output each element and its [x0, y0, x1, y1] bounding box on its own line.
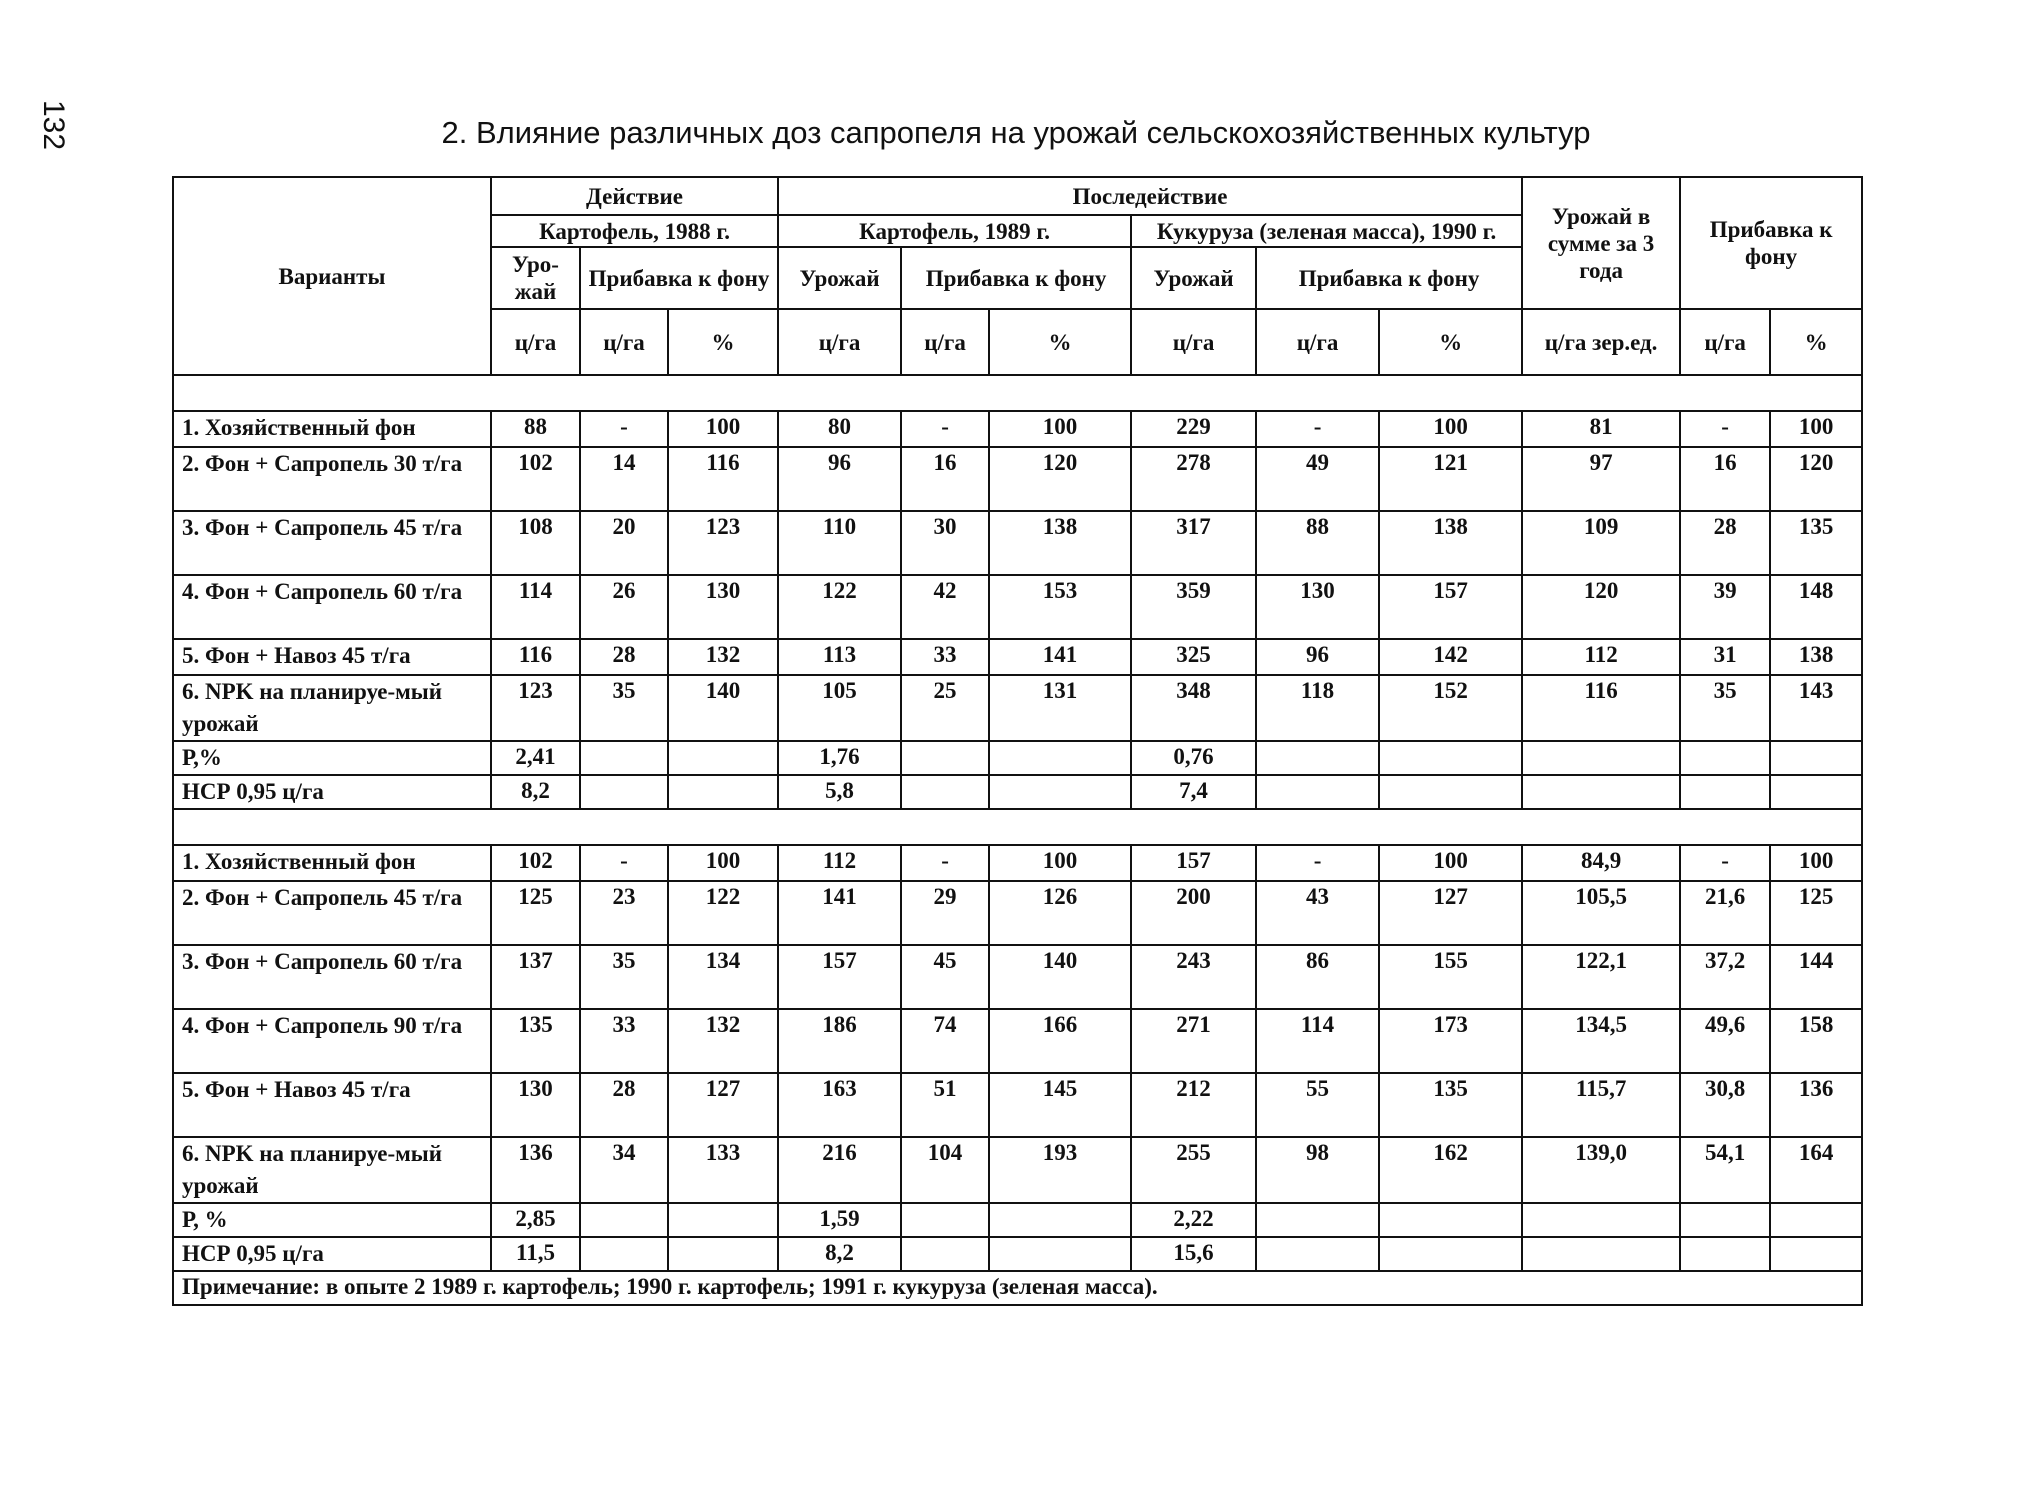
value-cell: 135 — [1770, 511, 1862, 575]
value-cell — [1256, 775, 1379, 809]
value-cell: 145 — [989, 1073, 1131, 1137]
value-cell — [1680, 775, 1770, 809]
value-cell: 20 — [580, 511, 668, 575]
yield-table — [172, 176, 1863, 1306]
value-cell: 2,22 — [1131, 1203, 1256, 1237]
value-cell: 33 — [901, 639, 989, 675]
value-cell — [1522, 775, 1680, 809]
table-row — [173, 1203, 1862, 1237]
value-cell: 7,4 — [1131, 775, 1256, 809]
table-row — [173, 945, 1862, 1009]
page-number: 132 — [37, 100, 70, 151]
value-cell: 216 — [778, 1137, 901, 1203]
value-cell: 2,85 — [491, 1203, 580, 1237]
header-yield-1988: Уро-жай — [491, 247, 580, 309]
value-cell — [989, 775, 1131, 809]
section-spacer — [173, 809, 1862, 845]
value-cell: 34 — [580, 1137, 668, 1203]
value-cell: 164 — [1770, 1137, 1862, 1203]
header-increase-total: Прибавка к фону — [1680, 177, 1862, 309]
row-label: 6. NPK на планируе-мый урожай — [173, 675, 491, 741]
value-cell: - — [1256, 845, 1379, 881]
value-cell: 123 — [668, 511, 778, 575]
value-cell: 144 — [1770, 945, 1862, 1009]
value-cell — [1770, 1237, 1862, 1271]
table-row — [173, 741, 1862, 775]
value-cell: 278 — [1131, 447, 1256, 511]
value-cell: 163 — [778, 1073, 901, 1137]
unit-cell: ц/га — [1680, 309, 1770, 375]
value-cell: 229 — [1131, 411, 1256, 447]
section-spacer — [173, 375, 1862, 411]
value-cell — [1680, 741, 1770, 775]
value-cell: 135 — [491, 1009, 580, 1073]
value-cell — [1379, 1237, 1522, 1271]
value-cell: 100 — [989, 411, 1131, 447]
unit-cell: % — [1379, 309, 1522, 375]
value-cell: 28 — [580, 639, 668, 675]
value-cell: 136 — [491, 1137, 580, 1203]
value-cell: 97 — [1522, 447, 1680, 511]
value-cell: 152 — [1379, 675, 1522, 741]
value-cell: 122,1 — [1522, 945, 1680, 1009]
value-cell: 127 — [1379, 881, 1522, 945]
header-potato-1989: Картофель, 1989 г. — [778, 215, 1131, 247]
value-cell: 80 — [778, 411, 901, 447]
value-cell: 114 — [1256, 1009, 1379, 1073]
value-cell: 139,0 — [1522, 1137, 1680, 1203]
value-cell: 108 — [491, 511, 580, 575]
value-cell — [1770, 775, 1862, 809]
value-cell: 162 — [1379, 1137, 1522, 1203]
row-label: НСР 0,95 ц/га — [173, 775, 491, 809]
table-row — [173, 639, 1862, 675]
value-cell: 100 — [668, 845, 778, 881]
value-cell — [668, 775, 778, 809]
value-cell: 51 — [901, 1073, 989, 1137]
table-row — [173, 1237, 1862, 1271]
header-yield-sum: Урожай в сумме за 3 года — [1522, 177, 1680, 309]
value-cell — [668, 741, 778, 775]
value-cell — [989, 1203, 1131, 1237]
value-cell: 96 — [778, 447, 901, 511]
value-cell: 15,6 — [1131, 1237, 1256, 1271]
value-cell: 104 — [901, 1137, 989, 1203]
value-cell: 74 — [901, 1009, 989, 1073]
value-cell: 137 — [491, 945, 580, 1009]
value-cell: 255 — [1131, 1137, 1256, 1203]
value-cell: 8,2 — [778, 1237, 901, 1271]
value-cell: 84,9 — [1522, 845, 1680, 881]
value-cell: 100 — [1770, 411, 1862, 447]
value-cell — [580, 741, 668, 775]
value-cell: 130 — [1256, 575, 1379, 639]
value-cell: - — [901, 411, 989, 447]
value-cell: 212 — [1131, 1073, 1256, 1137]
value-cell: - — [1680, 845, 1770, 881]
value-cell: 140 — [989, 945, 1131, 1009]
value-cell: 186 — [778, 1009, 901, 1073]
value-cell: 45 — [901, 945, 989, 1009]
table-row — [173, 845, 1862, 881]
value-cell: 28 — [1680, 511, 1770, 575]
value-cell: 317 — [1131, 511, 1256, 575]
header-yield-1990: Урожай — [1131, 247, 1256, 309]
value-cell — [580, 1203, 668, 1237]
value-cell: 100 — [668, 411, 778, 447]
table-row — [173, 511, 1862, 575]
row-label: НСР 0,95 ц/га — [173, 1237, 491, 1271]
header-corn-1990: Кукуруза (зеленая масса), 1990 г. — [1131, 215, 1522, 247]
value-cell: 157 — [1379, 575, 1522, 639]
value-cell: 140 — [668, 675, 778, 741]
value-cell: 100 — [1379, 411, 1522, 447]
row-label: 1. Хозяйственный фон — [173, 411, 491, 447]
value-cell: 28 — [580, 1073, 668, 1137]
value-cell — [1379, 741, 1522, 775]
value-cell — [1522, 741, 1680, 775]
value-cell: - — [1256, 411, 1379, 447]
value-cell: 138 — [989, 511, 1131, 575]
value-cell — [901, 775, 989, 809]
value-cell — [1680, 1237, 1770, 1271]
value-cell — [668, 1237, 778, 1271]
value-cell: 155 — [1379, 945, 1522, 1009]
table-row — [173, 675, 1862, 741]
header-action: Действие — [491, 177, 778, 215]
value-cell: 127 — [668, 1073, 778, 1137]
value-cell: 157 — [778, 945, 901, 1009]
unit-cell: % — [989, 309, 1131, 375]
value-cell: - — [580, 845, 668, 881]
value-cell: 135 — [1379, 1073, 1522, 1137]
value-cell: 100 — [1770, 845, 1862, 881]
value-cell: 11,5 — [491, 1237, 580, 1271]
value-cell: 109 — [1522, 511, 1680, 575]
value-cell: 118 — [1256, 675, 1379, 741]
header-variants: Варианты — [173, 177, 491, 375]
row-label: 4. Фон + Сапропель 60 т/га — [173, 575, 491, 639]
value-cell: 110 — [778, 511, 901, 575]
row-label: 5. Фон + Навоз 45 т/га — [173, 1073, 491, 1137]
header-increase-1989: Прибавка к фону — [901, 247, 1131, 309]
value-cell: 29 — [901, 881, 989, 945]
row-label: 1. Хозяйственный фон — [173, 845, 491, 881]
value-cell: 131 — [989, 675, 1131, 741]
value-cell: 153 — [989, 575, 1131, 639]
value-cell: 116 — [668, 447, 778, 511]
unit-cell: % — [1770, 309, 1862, 375]
value-cell: 25 — [901, 675, 989, 741]
value-cell: - — [1680, 411, 1770, 447]
value-cell — [1770, 741, 1862, 775]
value-cell: 138 — [1379, 511, 1522, 575]
value-cell: 120 — [1770, 447, 1862, 511]
value-cell: 116 — [1522, 675, 1680, 741]
unit-cell: % — [668, 309, 778, 375]
value-cell: 8,2 — [491, 775, 580, 809]
value-cell: 49,6 — [1680, 1009, 1770, 1073]
value-cell: 136 — [1770, 1073, 1862, 1137]
row-label: Р, % — [173, 1203, 491, 1237]
value-cell: 2,41 — [491, 741, 580, 775]
header-increase-1988: Прибавка к фону — [580, 247, 778, 309]
value-cell: 16 — [901, 447, 989, 511]
value-cell: 130 — [668, 575, 778, 639]
value-cell — [1256, 1203, 1379, 1237]
value-cell: 100 — [1379, 845, 1522, 881]
value-cell: 30,8 — [1680, 1073, 1770, 1137]
value-cell — [1256, 1237, 1379, 1271]
value-cell — [1522, 1237, 1680, 1271]
table-row — [173, 1137, 1862, 1203]
value-cell: 0,76 — [1131, 741, 1256, 775]
value-cell: 5,8 — [778, 775, 901, 809]
value-cell — [1680, 1203, 1770, 1237]
table-row — [173, 1009, 1862, 1073]
table-row — [173, 881, 1862, 945]
value-cell: 122 — [668, 881, 778, 945]
value-cell: 133 — [668, 1137, 778, 1203]
row-label: 2. Фон + Сапропель 30 т/га — [173, 447, 491, 511]
value-cell: 143 — [1770, 675, 1862, 741]
table-note: Примечание: в опыте 2 1989 г. картофель; 1990 г. картофель; 1991 г. кукуруза (зеленая масса). — [173, 1271, 1862, 1305]
value-cell: 49 — [1256, 447, 1379, 511]
unit-cell: ц/га — [778, 309, 901, 375]
value-cell — [1522, 1203, 1680, 1237]
value-cell: 43 — [1256, 881, 1379, 945]
row-label: 3. Фон + Сапропель 60 т/га — [173, 945, 491, 1009]
value-cell: 141 — [778, 881, 901, 945]
value-cell: 102 — [491, 447, 580, 511]
table-row — [173, 447, 1862, 511]
value-cell: 166 — [989, 1009, 1131, 1073]
row-label: 5. Фон + Навоз 45 т/га — [173, 639, 491, 675]
value-cell: 105 — [778, 675, 901, 741]
value-cell: 1,59 — [778, 1203, 901, 1237]
value-cell: 142 — [1379, 639, 1522, 675]
value-cell: 112 — [778, 845, 901, 881]
value-cell: 125 — [1770, 881, 1862, 945]
value-cell: 173 — [1379, 1009, 1522, 1073]
page-title: 2. Влияние различных доз сапропеля на урожай сельскохозяйственных культур — [441, 115, 1591, 150]
value-cell: - — [580, 411, 668, 447]
value-cell: 23 — [580, 881, 668, 945]
value-cell — [1379, 1203, 1522, 1237]
value-cell: 148 — [1770, 575, 1862, 639]
value-cell: 39 — [1680, 575, 1770, 639]
value-cell — [901, 1203, 989, 1237]
value-cell: 33 — [580, 1009, 668, 1073]
row-label: 3. Фон + Сапропель 45 т/га — [173, 511, 491, 575]
value-cell: 112 — [1522, 639, 1680, 675]
value-cell: 134,5 — [1522, 1009, 1680, 1073]
unit-cell: ц/га — [1256, 309, 1379, 375]
value-cell: 132 — [668, 639, 778, 675]
unit-cell: ц/га — [491, 309, 580, 375]
value-cell: 158 — [1770, 1009, 1862, 1073]
value-cell: 55 — [1256, 1073, 1379, 1137]
table-row — [173, 575, 1862, 639]
value-cell: 88 — [491, 411, 580, 447]
value-cell — [1770, 1203, 1862, 1237]
value-cell: 271 — [1131, 1009, 1256, 1073]
header-increase-1990: Прибавка к фону — [1256, 247, 1522, 309]
value-cell: 325 — [1131, 639, 1256, 675]
value-cell: 35 — [580, 675, 668, 741]
value-cell — [989, 741, 1131, 775]
value-cell — [668, 1203, 778, 1237]
value-cell: 98 — [1256, 1137, 1379, 1203]
value-cell: 31 — [1680, 639, 1770, 675]
value-cell: 359 — [1131, 575, 1256, 639]
unit-cell: ц/га зер.ед. — [1522, 309, 1680, 375]
value-cell: 113 — [778, 639, 901, 675]
value-cell: 86 — [1256, 945, 1379, 1009]
value-cell: 30 — [901, 511, 989, 575]
value-cell: 35 — [1680, 675, 1770, 741]
value-cell: 121 — [1379, 447, 1522, 511]
value-cell — [580, 1237, 668, 1271]
value-cell: 125 — [491, 881, 580, 945]
value-cell: 348 — [1131, 675, 1256, 741]
value-cell — [901, 741, 989, 775]
value-cell: 134 — [668, 945, 778, 1009]
value-cell: 100 — [989, 845, 1131, 881]
value-cell: 26 — [580, 575, 668, 639]
value-cell — [989, 1237, 1131, 1271]
value-cell: 123 — [491, 675, 580, 741]
value-cell — [580, 775, 668, 809]
row-label: Р,% — [173, 741, 491, 775]
value-cell: 88 — [1256, 511, 1379, 575]
unit-cell: ц/га — [580, 309, 668, 375]
value-cell — [1379, 775, 1522, 809]
value-cell: 193 — [989, 1137, 1131, 1203]
value-cell: 126 — [989, 881, 1131, 945]
header-yield-1989: Урожай — [778, 247, 901, 309]
value-cell: 37,2 — [1680, 945, 1770, 1009]
value-cell: 116 — [491, 639, 580, 675]
table-row — [173, 411, 1862, 447]
value-cell: 138 — [1770, 639, 1862, 675]
value-cell: 1,76 — [778, 741, 901, 775]
value-cell: 132 — [668, 1009, 778, 1073]
value-cell: 141 — [989, 639, 1131, 675]
value-cell: 105,5 — [1522, 881, 1680, 945]
value-cell: 157 — [1131, 845, 1256, 881]
table-row — [173, 775, 1862, 809]
value-cell: 96 — [1256, 639, 1379, 675]
value-cell: 54,1 — [1680, 1137, 1770, 1203]
header-potato-1988: Картофель, 1988 г. — [491, 215, 778, 247]
value-cell: 115,7 — [1522, 1073, 1680, 1137]
value-cell: 120 — [989, 447, 1131, 511]
value-cell: 14 — [580, 447, 668, 511]
value-cell: 114 — [491, 575, 580, 639]
value-cell: 243 — [1131, 945, 1256, 1009]
table-row — [173, 1073, 1862, 1137]
header-aftereffect: Последействие — [778, 177, 1522, 215]
value-cell: 81 — [1522, 411, 1680, 447]
value-cell: 130 — [491, 1073, 580, 1137]
value-cell — [1256, 741, 1379, 775]
value-cell: 16 — [1680, 447, 1770, 511]
value-cell — [901, 1237, 989, 1271]
value-cell: 122 — [778, 575, 901, 639]
value-cell: 21,6 — [1680, 881, 1770, 945]
row-label: 2. Фон + Сапропель 45 т/га — [173, 881, 491, 945]
value-cell: 102 — [491, 845, 580, 881]
row-label: 4. Фон + Сапропель 90 т/га — [173, 1009, 491, 1073]
unit-cell: ц/га — [1131, 309, 1256, 375]
unit-cell: ц/га — [901, 309, 989, 375]
value-cell: 200 — [1131, 881, 1256, 945]
value-cell: - — [901, 845, 989, 881]
value-cell: 120 — [1522, 575, 1680, 639]
value-cell: 42 — [901, 575, 989, 639]
value-cell: 35 — [580, 945, 668, 1009]
row-label: 6. NPK на планируе-мый урожай — [173, 1137, 491, 1203]
